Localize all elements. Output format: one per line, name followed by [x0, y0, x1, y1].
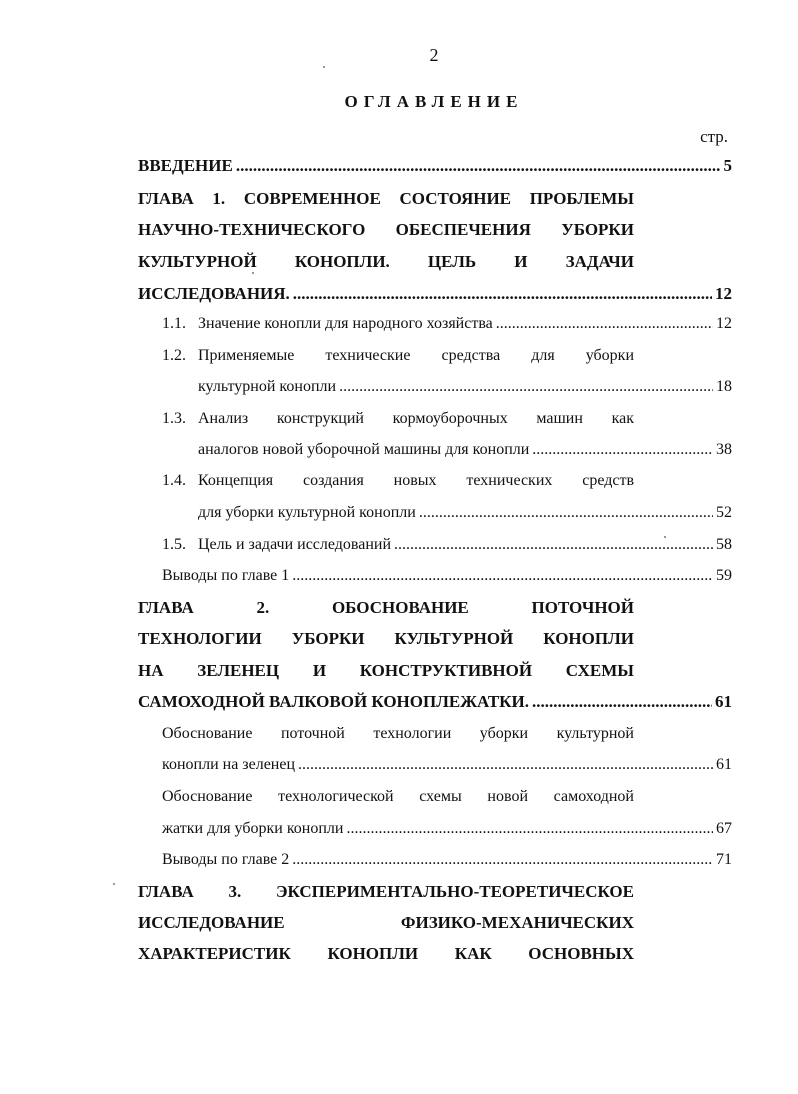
scan-speck: [252, 272, 254, 274]
toc-entry-page: 61: [715, 692, 732, 711]
toc-entry-1-1[interactable]: Значение конопли для народного хозяйства ..... 12: [198, 315, 732, 333]
toc-entry-2-2-line-1[interactable]: Обоснование технологической схемы новой самоходной: [162, 788, 634, 805]
chapter-3-title-line-1[interactable]: ГЛАВА 3. ЭКСПЕРИМЕНТАЛЬНО-ТЕОРЕТИЧЕСКОЕ: [138, 882, 634, 901]
toc-entry-page: 18: [716, 378, 732, 395]
toc-entry-conclusions-2[interactable]: Выводы по главе 2 ..... 71: [162, 851, 732, 869]
toc-entry-1-3-line-1[interactable]: Анализ конструкций кормоуборочных машин как: [198, 410, 634, 427]
toc-entry-page: 61: [716, 756, 732, 773]
scan-speck: [664, 536, 666, 538]
toc-entry-1-2-line-1[interactable]: Применяемые технические средства для уборки: [198, 347, 634, 364]
leader-dots: [292, 567, 713, 585]
toc-entry-conclusions-1[interactable]: Выводы по главе 1 ..... 59: [162, 567, 732, 585]
chapter-3-title-line-2[interactable]: ИССЛЕДОВАНИЕ ФИЗИКО-МЕХАНИЧЕСКИХ: [138, 913, 634, 932]
leader-dots: [532, 692, 712, 712]
section-number: 1.3.: [162, 410, 186, 427]
toc-entry-1-4-line-2[interactable]: для уборки культурной конопли ..... 52: [198, 504, 732, 522]
toc-entry-1-2-line-2[interactable]: культурной конопли ..... 18: [198, 378, 732, 396]
section-number: 1.1.: [162, 315, 186, 332]
toc-entry-2-1-line-2[interactable]: конопли на зеленец ..... 61: [162, 756, 732, 774]
page-column-label: стр.: [700, 127, 728, 146]
toc-entry-title: ВВЕДЕНИЕ: [138, 156, 233, 175]
toc-entry-page: 59: [716, 567, 732, 584]
page-number: 2: [429, 45, 439, 65]
toc-entry-page: 12: [716, 315, 732, 332]
chapter-2-title-line-2[interactable]: ТЕХНОЛОГИИ УБОРКИ КУЛЬТУРНОЙ КОНОПЛИ: [138, 629, 634, 648]
toc-entry-1-4-line-1[interactable]: Концепция создания новых технических средств: [198, 472, 634, 489]
leader-dots: [419, 504, 713, 522]
chapter-1-title-line-2[interactable]: НАУЧНО-ТЕХНИЧЕСКОГО ОБЕСПЕЧЕНИЯ УБОРКИ: [138, 220, 634, 239]
toc-entry-page: 5: [723, 156, 732, 175]
toc-entry-page: 38: [716, 441, 732, 458]
toc-entry-page: 71: [716, 851, 732, 868]
toc-title: ОГЛАВЛЕНИЕ: [344, 92, 524, 111]
leader-dots: [298, 756, 713, 774]
leader-dots: [293, 284, 712, 304]
scan-speck: [323, 66, 325, 68]
leader-dots: [532, 441, 713, 459]
toc-entry-1-5[interactable]: Цель и задачи исследований ..... 58: [198, 536, 732, 554]
leader-dots: [292, 851, 713, 869]
section-number: 1.4.: [162, 472, 186, 489]
leader-dots: [496, 315, 713, 333]
toc-entry-page: 58: [716, 536, 732, 553]
toc-entry-page: 52: [716, 504, 732, 521]
chapter-2-title-line-3[interactable]: НА ЗЕЛЕНЕЦ И КОНСТРУКТИВНОЙ СХЕМЫ: [138, 661, 634, 680]
toc-entry-1-3-line-2[interactable]: аналогов новой уборочной машины для конопли ..... 38: [198, 441, 732, 459]
leader-dots: [236, 156, 721, 176]
toc-entry-intro[interactable]: [138, 156, 732, 176]
toc-entry-2-1-line-1[interactable]: Обоснование поточной технологии уборки культурной: [162, 725, 634, 742]
toc-entry-2-2-line-2[interactable]: жатки для уборки конопли ..... 67: [162, 820, 732, 838]
chapter-1-title-line-4[interactable]: ИССЛЕДОВАНИЯ. ..... 12: [138, 284, 732, 304]
chapter-1-title-line-1[interactable]: ГЛАВА 1. СОВРЕМЕННОЕ СОСТОЯНИЕ ПРОБЛЕМЫ: [138, 189, 634, 208]
section-number: 1.2.: [162, 347, 186, 364]
chapter-2-title-line-1[interactable]: ГЛАВА 2. ОБОСНОВАНИЕ ПОТОЧНОЙ: [138, 598, 634, 617]
leader-dots: [394, 536, 713, 554]
leader-dots: [346, 820, 713, 838]
section-number: 1.5.: [162, 536, 186, 553]
chapter-2-title-line-4[interactable]: САМОХОДНОЙ ВАЛКОВОЙ КОНОПЛЕЖАТКИ. ..... 61: [138, 692, 732, 712]
chapter-3-title-line-3[interactable]: ХАРАКТЕРИСТИК КОНОПЛИ КАК ОСНОВНЫХ: [138, 944, 634, 963]
leader-dots: [339, 378, 713, 396]
chapter-1-title-line-3[interactable]: КУЛЬТУРНОЙ КОНОПЛИ. ЦЕЛЬ И ЗАДАЧИ: [138, 252, 634, 271]
scan-speck: [113, 883, 115, 885]
toc-entry-page: 67: [716, 820, 732, 837]
toc-entry-page: 12: [715, 284, 732, 303]
